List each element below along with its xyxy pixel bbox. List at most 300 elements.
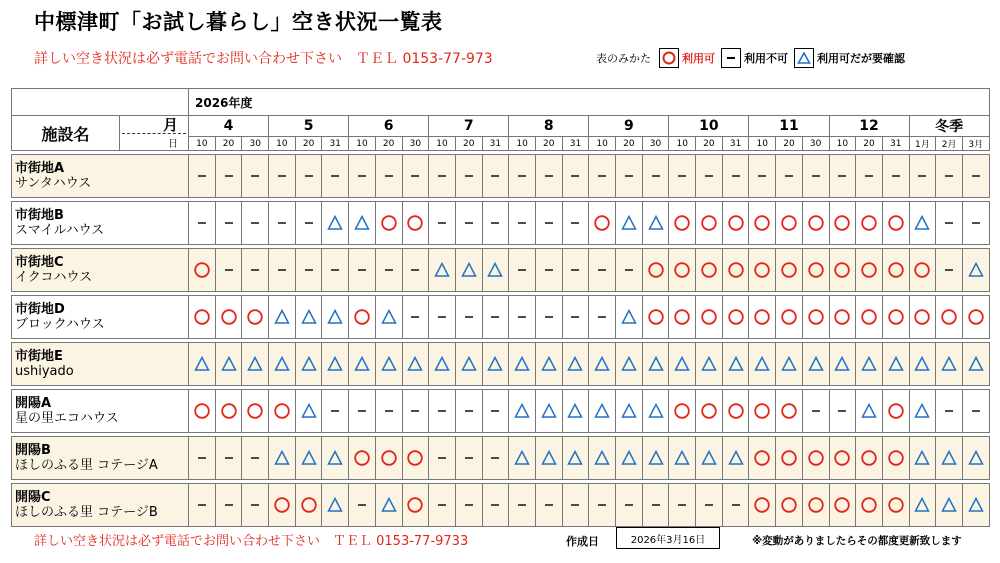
status-cell [882, 390, 909, 433]
status-cell [722, 296, 749, 339]
dash-icon [269, 265, 295, 275]
status-cell [295, 437, 322, 480]
status-cell [455, 155, 482, 198]
dash-icon [456, 218, 482, 228]
circle-icon [963, 308, 989, 326]
status-cell [909, 343, 936, 386]
status-cell [269, 343, 296, 386]
triangle-icon [296, 355, 322, 373]
triangle-icon [616, 402, 642, 420]
dash-icon [721, 48, 741, 68]
legend [596, 46, 911, 70]
triangle-icon [242, 355, 268, 373]
circle-icon [830, 449, 856, 467]
status-cell [882, 484, 909, 527]
circle-icon [883, 261, 909, 279]
status-cell [535, 155, 562, 198]
circle-icon [723, 402, 749, 420]
status-cell [295, 343, 322, 386]
status-cell [269, 249, 296, 292]
dash-icon [403, 312, 429, 322]
circle-icon [776, 308, 802, 326]
circle-icon [830, 261, 856, 279]
circle-icon [349, 449, 375, 467]
status-cell [642, 155, 669, 198]
dash-icon [216, 453, 242, 463]
status-cell [455, 249, 482, 292]
status-cell [482, 249, 509, 292]
month-header: 6 [349, 116, 429, 137]
day-header: 20 [696, 137, 723, 151]
status-cell [669, 390, 696, 433]
circle-icon [830, 308, 856, 326]
triangle-icon [296, 308, 322, 326]
month-header: 7 [429, 116, 509, 137]
dash-icon [563, 500, 589, 510]
dash-icon [536, 500, 562, 510]
dash-icon [936, 218, 962, 228]
status-cell [349, 155, 376, 198]
day-header: 10 [749, 137, 776, 151]
status-cell [269, 296, 296, 339]
status-cell [242, 202, 269, 245]
circle-icon [830, 496, 856, 514]
dash-icon [669, 171, 695, 181]
status-cell [856, 390, 883, 433]
dash-icon [509, 500, 535, 510]
circle-icon [936, 308, 962, 326]
status-cell [375, 437, 402, 480]
month-header: 12 [829, 116, 909, 137]
table-row [12, 249, 990, 292]
phone-notice-bottom: 詳しい空き状況は必ず電話でお問い合わせ下さい ＴＥＬ 0153-77-9733 [34, 534, 469, 549]
status-cell [749, 249, 776, 292]
dash-icon [403, 406, 429, 416]
status-cell [749, 296, 776, 339]
day-header: 20 [215, 137, 242, 151]
status-cell [402, 343, 429, 386]
circle-icon [643, 308, 669, 326]
dash-icon [483, 171, 509, 181]
day-header: 10 [669, 137, 696, 151]
dash-icon [883, 171, 909, 181]
day-header: 31 [722, 137, 749, 151]
facility-sub: スマイルハウス [15, 223, 105, 238]
status-cell [882, 296, 909, 339]
circle-icon [910, 308, 936, 326]
dash-icon [376, 406, 402, 416]
status-cell [749, 437, 776, 480]
month-header: 8 [509, 116, 589, 137]
dash-icon [856, 171, 882, 181]
circle-icon [189, 308, 215, 326]
status-cell [802, 202, 829, 245]
dash-icon [456, 171, 482, 181]
status-cell [776, 202, 803, 245]
triangle-icon [749, 355, 775, 373]
status-cell [802, 296, 829, 339]
dash-icon [563, 265, 589, 275]
triangle-icon [963, 496, 989, 514]
triangle-icon [936, 449, 962, 467]
triangle-icon [563, 355, 589, 373]
dash-icon [322, 406, 348, 416]
dash-icon [296, 265, 322, 275]
triangle-icon [616, 355, 642, 373]
facility-sub: ほしのふる里 コテージB [15, 505, 158, 520]
circle-icon [669, 261, 695, 279]
dash-icon [216, 218, 242, 228]
status-cell [562, 484, 589, 527]
update-note: ※変動がありましたらその都度更新致します [752, 535, 962, 547]
circle-icon [696, 308, 722, 326]
status-cell [429, 390, 456, 433]
phone-notice-top: 詳しい空き状況は必ず電話でお問い合わせ下さい ＴＥＬ 0153-77-973 [34, 51, 493, 67]
day-header: 10 [589, 137, 616, 151]
legend-check-label: 利用可だが要確認 [817, 52, 905, 65]
status-cell [215, 296, 242, 339]
status-cell [189, 484, 216, 527]
status-cell [509, 249, 536, 292]
status-cell [589, 296, 616, 339]
dash-icon [483, 312, 509, 322]
dash-icon [643, 500, 669, 510]
dash-icon [910, 171, 936, 181]
circle-icon [749, 496, 775, 514]
circle-icon [883, 402, 909, 420]
triangle-icon [536, 355, 562, 373]
status-cell [215, 484, 242, 527]
day-header: 20 [776, 137, 803, 151]
facility-sub: 星の里エコハウス [15, 411, 119, 426]
dash-icon [216, 500, 242, 510]
triangle-icon [483, 355, 509, 373]
dash-icon [242, 500, 268, 510]
status-cell [696, 155, 723, 198]
dash-icon [536, 265, 562, 275]
status-cell [642, 437, 669, 480]
header-blank [12, 89, 189, 116]
status-cell [509, 343, 536, 386]
dash-icon [509, 171, 535, 181]
status-cell [936, 484, 963, 527]
circle-icon [723, 261, 749, 279]
day-header: 20 [856, 137, 883, 151]
circle-icon [269, 402, 295, 420]
table-row [12, 437, 990, 480]
status-cell [856, 296, 883, 339]
month-header: 5 [269, 116, 349, 137]
status-cell [962, 249, 989, 292]
status-cell [776, 343, 803, 386]
circle-icon [589, 214, 615, 232]
dash-icon [349, 500, 375, 510]
dash-icon [723, 500, 749, 510]
facility-sub: サンタハウス [15, 176, 92, 191]
triangle-icon [349, 214, 375, 232]
triangle-icon [269, 308, 295, 326]
status-cell [482, 390, 509, 433]
circle-icon [883, 496, 909, 514]
facility-name [12, 249, 189, 292]
status-cell [909, 155, 936, 198]
circle-icon [669, 214, 695, 232]
status-cell [535, 202, 562, 245]
dash-icon [589, 265, 615, 275]
month-header: 4 [189, 116, 269, 137]
month-header: 10 [669, 116, 749, 137]
status-cell [616, 484, 643, 527]
circle-icon [803, 496, 829, 514]
status-cell [535, 484, 562, 527]
day-header: 3月 [962, 137, 989, 151]
status-cell [669, 249, 696, 292]
status-cell [856, 155, 883, 198]
table-row [12, 390, 990, 433]
availability-table [11, 88, 990, 527]
month-day-header [120, 116, 189, 151]
legend-check [794, 48, 905, 68]
dash-icon [536, 218, 562, 228]
status-cell [509, 296, 536, 339]
status-cell [482, 202, 509, 245]
triangle-icon [696, 449, 722, 467]
status-cell [722, 155, 749, 198]
triangle-icon [963, 261, 989, 279]
status-cell [402, 249, 429, 292]
day-header: 10 [269, 137, 296, 151]
status-cell [535, 390, 562, 433]
dash-icon [429, 171, 455, 181]
status-cell [589, 249, 616, 292]
status-cell [642, 484, 669, 527]
circle-icon [830, 214, 856, 232]
circle-icon [803, 449, 829, 467]
status-cell [482, 296, 509, 339]
dash-icon [936, 406, 962, 416]
facility-sub: ushiyado [15, 364, 74, 379]
dash-icon [429, 500, 455, 510]
legend-available [659, 48, 715, 68]
circle-icon [669, 308, 695, 326]
triangle-icon [776, 355, 802, 373]
triangle-icon [296, 449, 322, 467]
facility-sub: ほしのふる里 コテージA [15, 458, 158, 473]
month-header: 11 [749, 116, 829, 137]
status-cell [669, 343, 696, 386]
status-cell [856, 249, 883, 292]
facility-name [12, 390, 189, 433]
circle-icon [189, 402, 215, 420]
dash-icon [589, 312, 615, 322]
status-cell [856, 484, 883, 527]
dash-icon [189, 453, 215, 463]
status-cell [455, 484, 482, 527]
circle-icon [856, 449, 882, 467]
status-cell [909, 437, 936, 480]
status-cell [722, 249, 749, 292]
triangle-icon [376, 355, 402, 373]
dash-icon [536, 171, 562, 181]
status-cell [429, 437, 456, 480]
dash-icon [563, 171, 589, 181]
status-cell [936, 249, 963, 292]
status-cell [322, 202, 349, 245]
triangle-icon [963, 355, 989, 373]
status-cell [776, 296, 803, 339]
table-row [12, 155, 990, 198]
status-cell [642, 390, 669, 433]
status-cell [269, 390, 296, 433]
dash-icon [429, 218, 455, 228]
fiscal-year: 2026年度 [189, 89, 990, 116]
triangle-icon [856, 355, 882, 373]
status-cell [482, 437, 509, 480]
day-header: 20 [616, 137, 643, 151]
legend-unavailable [721, 48, 788, 68]
triangle-icon [429, 261, 455, 279]
status-cell [455, 390, 482, 433]
status-cell [482, 155, 509, 198]
status-cell [295, 296, 322, 339]
triangle-icon [269, 449, 295, 467]
dash-icon [269, 171, 295, 181]
facility-name [12, 343, 189, 386]
circle-icon [216, 402, 242, 420]
status-cell [589, 202, 616, 245]
triangle-icon [563, 402, 589, 420]
day-header: 30 [642, 137, 669, 151]
status-cell [349, 202, 376, 245]
dash-icon [296, 171, 322, 181]
status-cell [269, 202, 296, 245]
circle-icon [643, 261, 669, 279]
created-label: 作成日 [566, 535, 599, 548]
status-cell [402, 296, 429, 339]
triangle-icon [322, 214, 348, 232]
triangle-icon [616, 449, 642, 467]
status-cell [802, 343, 829, 386]
status-cell [562, 249, 589, 292]
triangle-icon [910, 496, 936, 514]
status-cell [696, 249, 723, 292]
dash-icon [349, 265, 375, 275]
status-cell [402, 437, 429, 480]
status-cell [962, 390, 989, 433]
triangle-icon [456, 261, 482, 279]
triangle-icon [429, 355, 455, 373]
status-cell [589, 390, 616, 433]
status-cell [696, 296, 723, 339]
triangle-icon [536, 449, 562, 467]
dash-icon [509, 265, 535, 275]
triangle-icon [563, 449, 589, 467]
day-header: 31 [882, 137, 909, 151]
triangle-icon [376, 496, 402, 514]
status-cell [322, 437, 349, 480]
circle-icon [910, 261, 936, 279]
triangle-icon [643, 449, 669, 467]
status-cell [616, 249, 643, 292]
status-cell [482, 343, 509, 386]
triangle-icon [322, 308, 348, 326]
dash-icon [589, 500, 615, 510]
status-cell [402, 202, 429, 245]
circle-icon [403, 214, 429, 232]
day-header: 10 [189, 137, 216, 151]
status-cell [776, 437, 803, 480]
status-cell [509, 484, 536, 527]
facility-area: 開陽B [15, 443, 51, 458]
status-cell [375, 249, 402, 292]
dash-icon [189, 171, 215, 181]
triangle-icon [509, 355, 535, 373]
circle-icon [723, 308, 749, 326]
status-cell [482, 484, 509, 527]
status-cell [429, 202, 456, 245]
status-cell [936, 202, 963, 245]
status-cell [962, 202, 989, 245]
status-cell [776, 249, 803, 292]
circle-icon [749, 402, 775, 420]
status-cell [295, 155, 322, 198]
triangle-icon [589, 355, 615, 373]
status-cell [562, 390, 589, 433]
status-cell [215, 155, 242, 198]
status-cell [455, 343, 482, 386]
triangle-icon [322, 449, 348, 467]
status-cell [962, 343, 989, 386]
dash-icon [429, 406, 455, 416]
day-header: 31 [482, 137, 509, 151]
dash-icon [963, 406, 989, 416]
circle-icon [883, 308, 909, 326]
triangle-icon [963, 449, 989, 467]
status-cell [829, 343, 856, 386]
circle-icon [749, 449, 775, 467]
triangle-icon [216, 355, 242, 373]
triangle-icon [322, 355, 348, 373]
dash-icon [589, 171, 615, 181]
status-cell [349, 343, 376, 386]
day-header: 20 [295, 137, 322, 151]
triangle-icon [910, 402, 936, 420]
dash-icon [456, 312, 482, 322]
day-header: 1月 [909, 137, 936, 151]
dash-icon [456, 500, 482, 510]
status-cell [722, 484, 749, 527]
circle-icon [403, 496, 429, 514]
dash-icon [936, 171, 962, 181]
day-header: 10 [829, 137, 856, 151]
status-cell [616, 296, 643, 339]
facility-area: 市街地D [15, 302, 65, 317]
status-cell [616, 437, 643, 480]
dash-icon [669, 500, 695, 510]
status-cell [829, 390, 856, 433]
day-header: 10 [509, 137, 536, 151]
status-cell [455, 296, 482, 339]
circle-icon [216, 308, 242, 326]
dash-icon [483, 453, 509, 463]
status-cell [375, 343, 402, 386]
circle-icon [856, 261, 882, 279]
status-cell [829, 484, 856, 527]
status-cell [509, 390, 536, 433]
status-cell [829, 437, 856, 480]
triangle-icon [643, 214, 669, 232]
status-cell [642, 343, 669, 386]
